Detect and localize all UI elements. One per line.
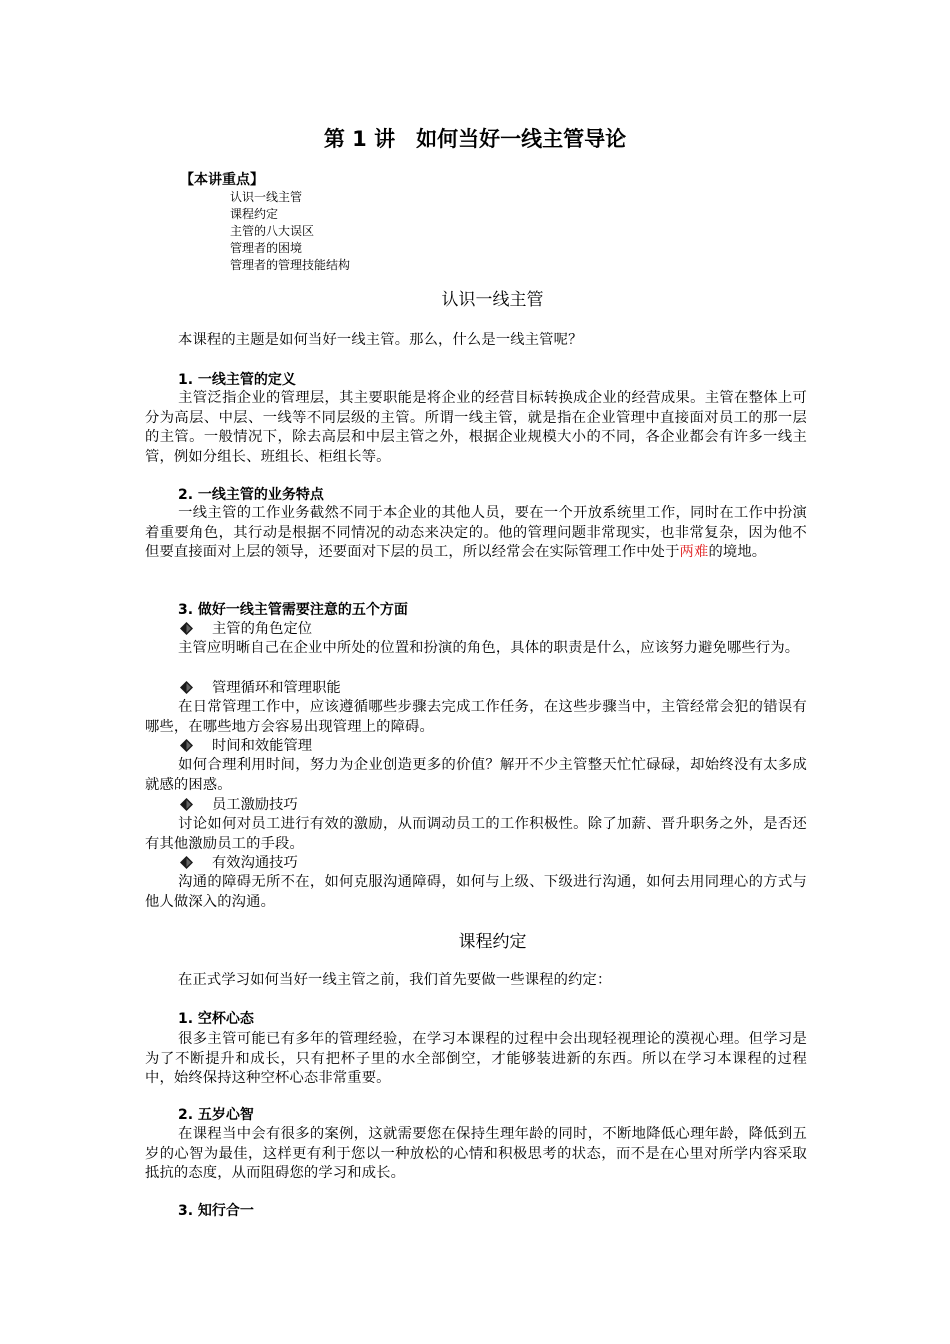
highlight-text: 两难 [679,544,709,561]
section-intro: 本课程的主题是如何当好一线主管。那么，什么是一线主管呢？ [178,332,583,348]
key-point-item: 管理者的管理技能结构 [230,258,351,272]
definition-paragraph: 主管泛指企业的管理层，其主要职能是将企业的经营目标转换成企业的经营成果。主管在整体上可分为高层、中层、一线等不同层级的主管。所谓一线主管，就是指在企业管理中直接面对员工的那一层的主管。一般情况下，除去高层和中层主管之外，根据企业规模大小的不同，各企业都会有许多一线主管，例如分组长、班组长、柜组长等。 [145,390,807,465]
aspect-label: 有效沟通技巧 [212,855,298,871]
diamond-bullet-icon [180,622,193,635]
key-point-item: 认识一线主管 [230,190,303,204]
section-title: 课程约定 [458,932,527,952]
aspect-label: 时间和效能管理 [212,738,313,754]
characteristics-paragraph: 一线主管的工作业务截然不同于本企业的其他人员，要在一个开放系统里工作，同时在工作中扮演着重要角色，其行动是根据不同情况的动态来决定的。他的管理问题非常现实，也非常复杂，因为他不但要直接面对上层的领导，还要面对下层的员工，所以经常会在实际管理工作中处于两难的境地。 [145,505,807,561]
aspect-label: 员工激励技巧 [212,797,298,813]
diamond-bullet-icon [180,798,193,811]
section-title: 认识一线主管 [441,290,544,310]
key-point-item: 管理者的困境 [230,241,303,255]
diamond-bullet-icon [180,681,193,694]
key-point-item: 主管的八大误区 [230,224,315,238]
subsection-heading: 1. 空杯心态 [178,1011,254,1027]
subsection-heading: 1. 一线主管的定义 [178,372,296,388]
subsection-heading: 2. 一线主管的业务特点 [178,487,324,503]
aspect-paragraph: 主管应明晰自己在企业中所处的位置和扮演的角色，具体的职责是什么，应该努力避免哪些行为。 [178,640,800,656]
aspect-paragraph: 如何合理利用时间，努力为企业创造更多的价值？解开不少主管整天忙忙碌碌，却始终没有太多成就感的困惑。 [145,757,807,793]
aspect-paragraph: 讨论如何对员工进行有效的激励，从而调动员工的工作积极性。除了加薪、晋升职务之外，是否还有其他激励员工的手段。 [145,816,807,852]
subsection-heading: 3. 知行合一 [178,1203,254,1219]
empty-cup-paragraph: 很多主管可能已有多年的管理经验，在学习本课程的过程中会出现轻视理论的漠视心理。但学习是为了不断提升和成长，只有把杯子里的水全部倒空，才能够装进新的东西。所以在学习本课程的过程中，始终保持这种空杯心态非常重要。 [145,1031,807,1087]
diamond-bullet-icon [180,739,193,752]
aspect-paragraph: 在日常管理工作中，应该遵循哪些步骤去完成工作任务，在这些步骤当中，主管经常会犯的错误有哪些，在哪些地方会容易出现管理上的障碍。 [145,699,807,735]
key-point-item: 课程约定 [230,207,279,221]
key-points-heading: 【本讲重点】 [180,172,264,188]
diamond-bullet-icon [180,856,193,869]
aspect-paragraph: 沟通的障碍无所不在，如何克服沟通障碍，如何与上级、下级进行沟通，如何去用同理心的方式与他人做深入的沟通。 [145,874,807,910]
section-intro: 在正式学习如何当好一线主管之前，我们首先要做一些课程的约定： [178,972,612,988]
key-points-list [230,189,350,274]
subsection-heading: 2. 五岁心智 [178,1107,254,1123]
five-year-mind-paragraph: 在课程当中会有很多的案例，这就需要您在保持生理年龄的同时，不断地降低心理年龄，降低到五岁的心智为最佳，这样更有利于您以一种放松的心情和积极思考的状态，而不是在心里对所学内容采取抵抗的态度，从而阻碍您的学习和成长。 [145,1126,807,1182]
subsection-heading: 3. 做好一线主管需要注意的五个方面 [178,602,408,618]
aspect-label: 管理循环和管理职能 [212,680,341,696]
aspect-label: 主管的角色定位 [212,621,313,637]
page-title: 第 1 讲 如何当好一线主管导论 [323,127,627,151]
